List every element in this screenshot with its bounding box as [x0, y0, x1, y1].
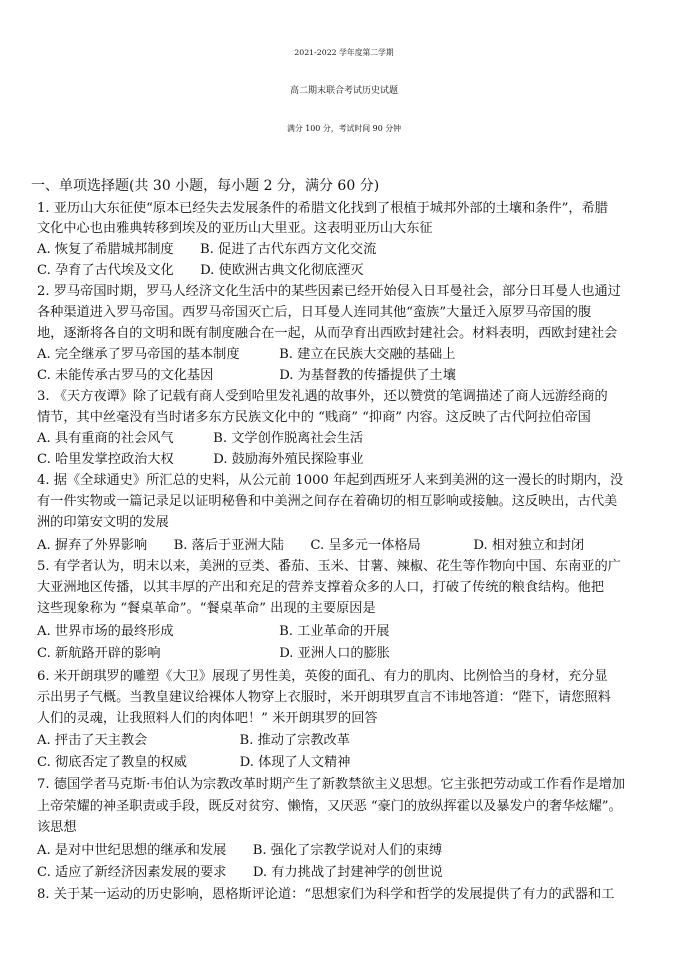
text-line: 示出男子气概。当教皇建议给裸体人物穿上衣服时，米开朗琪罗直言不讳地答道：“陛下，请您照料 [37, 690, 611, 705]
text-line: 1. 亚历山大东征使“原本已经失去发展条件的希腊文化找到了根植于城邦外部的土壤和条件”，希腊 [37, 201, 608, 216]
text-line: 各种渠道进入罗马帝国。西罗马帝国灭亡后，日耳曼人连同其他“蛮族”大量迁入原罗马帝国的腹 [37, 305, 592, 320]
text-line: C. 未能传承古罗马的文化基因 D. 为基督教的传播提供了土壤 [37, 368, 456, 383]
text-line: 7. 德国学者马克斯·韦伯认为宗教改革时期产生了新教禁欲主义思想。它主张把劳动或工作看作是增加 [37, 777, 626, 792]
section-heading: 一、单项选择题(共 30 小题，每小题 2 分，满分 60 分) [31, 178, 380, 194]
text-line: A. 摒弃了外界影响 B. 落后于亚洲大陆 C. 呈多元一体格局 D. 相对独立和封闭 [37, 538, 585, 553]
text-line: 这些现象称为 “餐桌革命”。“餐桌革命” 出现的主要原因是 [37, 601, 376, 616]
text-line: 文化中心也由雅典转移到埃及的亚历山大里亚。这表明亚历山大东征 [37, 221, 433, 236]
exam-meta: 满分 100 分，考试时间 90 分钟 [286, 124, 402, 133]
text-line: C. 哈里发掌控政治大权 D. 鼓励海外殖民探险事业 [37, 452, 364, 467]
school-year: 2021-2022 学年度第二学期 [294, 48, 394, 57]
text-line: A. 恢复了希腊城邦制度 B. 促进了古代东西方文化交流 [37, 242, 377, 257]
text-line: 有一件实物或一篇记录足以证明秘鲁和中美洲之间存在着确切的相互影响或接触。这反映出，古代美 [37, 494, 618, 509]
text-line: A. 世界市场的最终形成 B. 工业革命的开展 [37, 624, 390, 639]
text-line: 洲的印第安文明的发展 [37, 515, 169, 530]
text-line: C. 彻底否定了教皇的权威 D. 体现了人文精神 [37, 755, 351, 770]
text-line: 2. 罗马帝国时期，罗马人经济文化生活中的某些因素已经开始侵入日耳曼社会，部分日耳曼人也通过 [37, 284, 621, 299]
page-title: 高二期末联合考试历史试题 [289, 86, 398, 96]
text-line: 5. 有学者认为，明末以来，美洲的豆类、番茄、玉米、甘薯、辣椒、花生等作物向中国、东南亚的广 [37, 559, 621, 574]
text-line: C. 适应了新经济因素发展的要求 D. 有力挑战了封建神学的创世说 [37, 865, 443, 880]
text-line: A. 是对中世纪思想的继承和发展 B. 强化了宗教学说对人们的束缚 [37, 843, 443, 858]
text-line: 大亚洲地区传播，以其丰厚的产出和充足的营养支撑着众多的人口，打破了传统的粮食结构。他把 [37, 580, 605, 595]
text-line: C. 孕育了古代埃及文化 D. 使欧洲古典文化彻底湮灭 [37, 263, 364, 278]
text-line: 6. 米开朗琪罗的雕塑《大卫》展现了男性美，英俊的面孔、有力的肌肉、比例恰当的身材，充分显 [37, 669, 608, 684]
text-line: A. 完全继承了罗马帝国的基本制度 B. 建立在民族大交融的基础上 [37, 347, 456, 362]
text-line: 情节，其中丝毫没有当时诸多东方民族文化中的 “贱商” “抑商” 内容。这反映了古代阿拉伯帝国 [37, 410, 591, 425]
text-line: A. 具有重商的社会风气 B. 文学创作脱离社会生活 [37, 431, 364, 446]
text-line: 人们的灵魂，让我照料人们的肉体吧！” 米开朗琪罗的回答 [37, 711, 378, 726]
text-line: 8. 关于某一运动的历史影响，恩格斯评论道：“思想家们为科学和哲学的发展提供了有力的武器和工 [37, 887, 615, 902]
text-line: 上帝荣耀的神圣职责或手段，既反对贫穷、懒惰，又厌恶 “豪门的放纵挥霍以及暴发户的奢华炫耀”。 [37, 799, 622, 814]
text-line: 地，逐渐将各自的文明和既有制度融合在一起，从而孕育出西欧封建社会。材料表明，西欧封建社会 [37, 326, 618, 341]
text-line: 3. 《天方夜谭》除了记载有商人受到哈里发礼遇的故事外，还以赞赏的笔调描述了商人远游经商的 [37, 389, 608, 404]
text-line: 该思想 [37, 820, 77, 835]
text-line: C. 新航路开辟的影响 D. 亚洲人口的膨胀 [37, 646, 390, 661]
text-line: A. 抨击了天主教会 B. 推动了宗教改革 [37, 733, 350, 748]
text-line: 4. 据《全球通史》所汇总的史料，从公元前 1000 年起到西班牙人来到美洲的这一漫长的时期内，没 [37, 473, 624, 488]
